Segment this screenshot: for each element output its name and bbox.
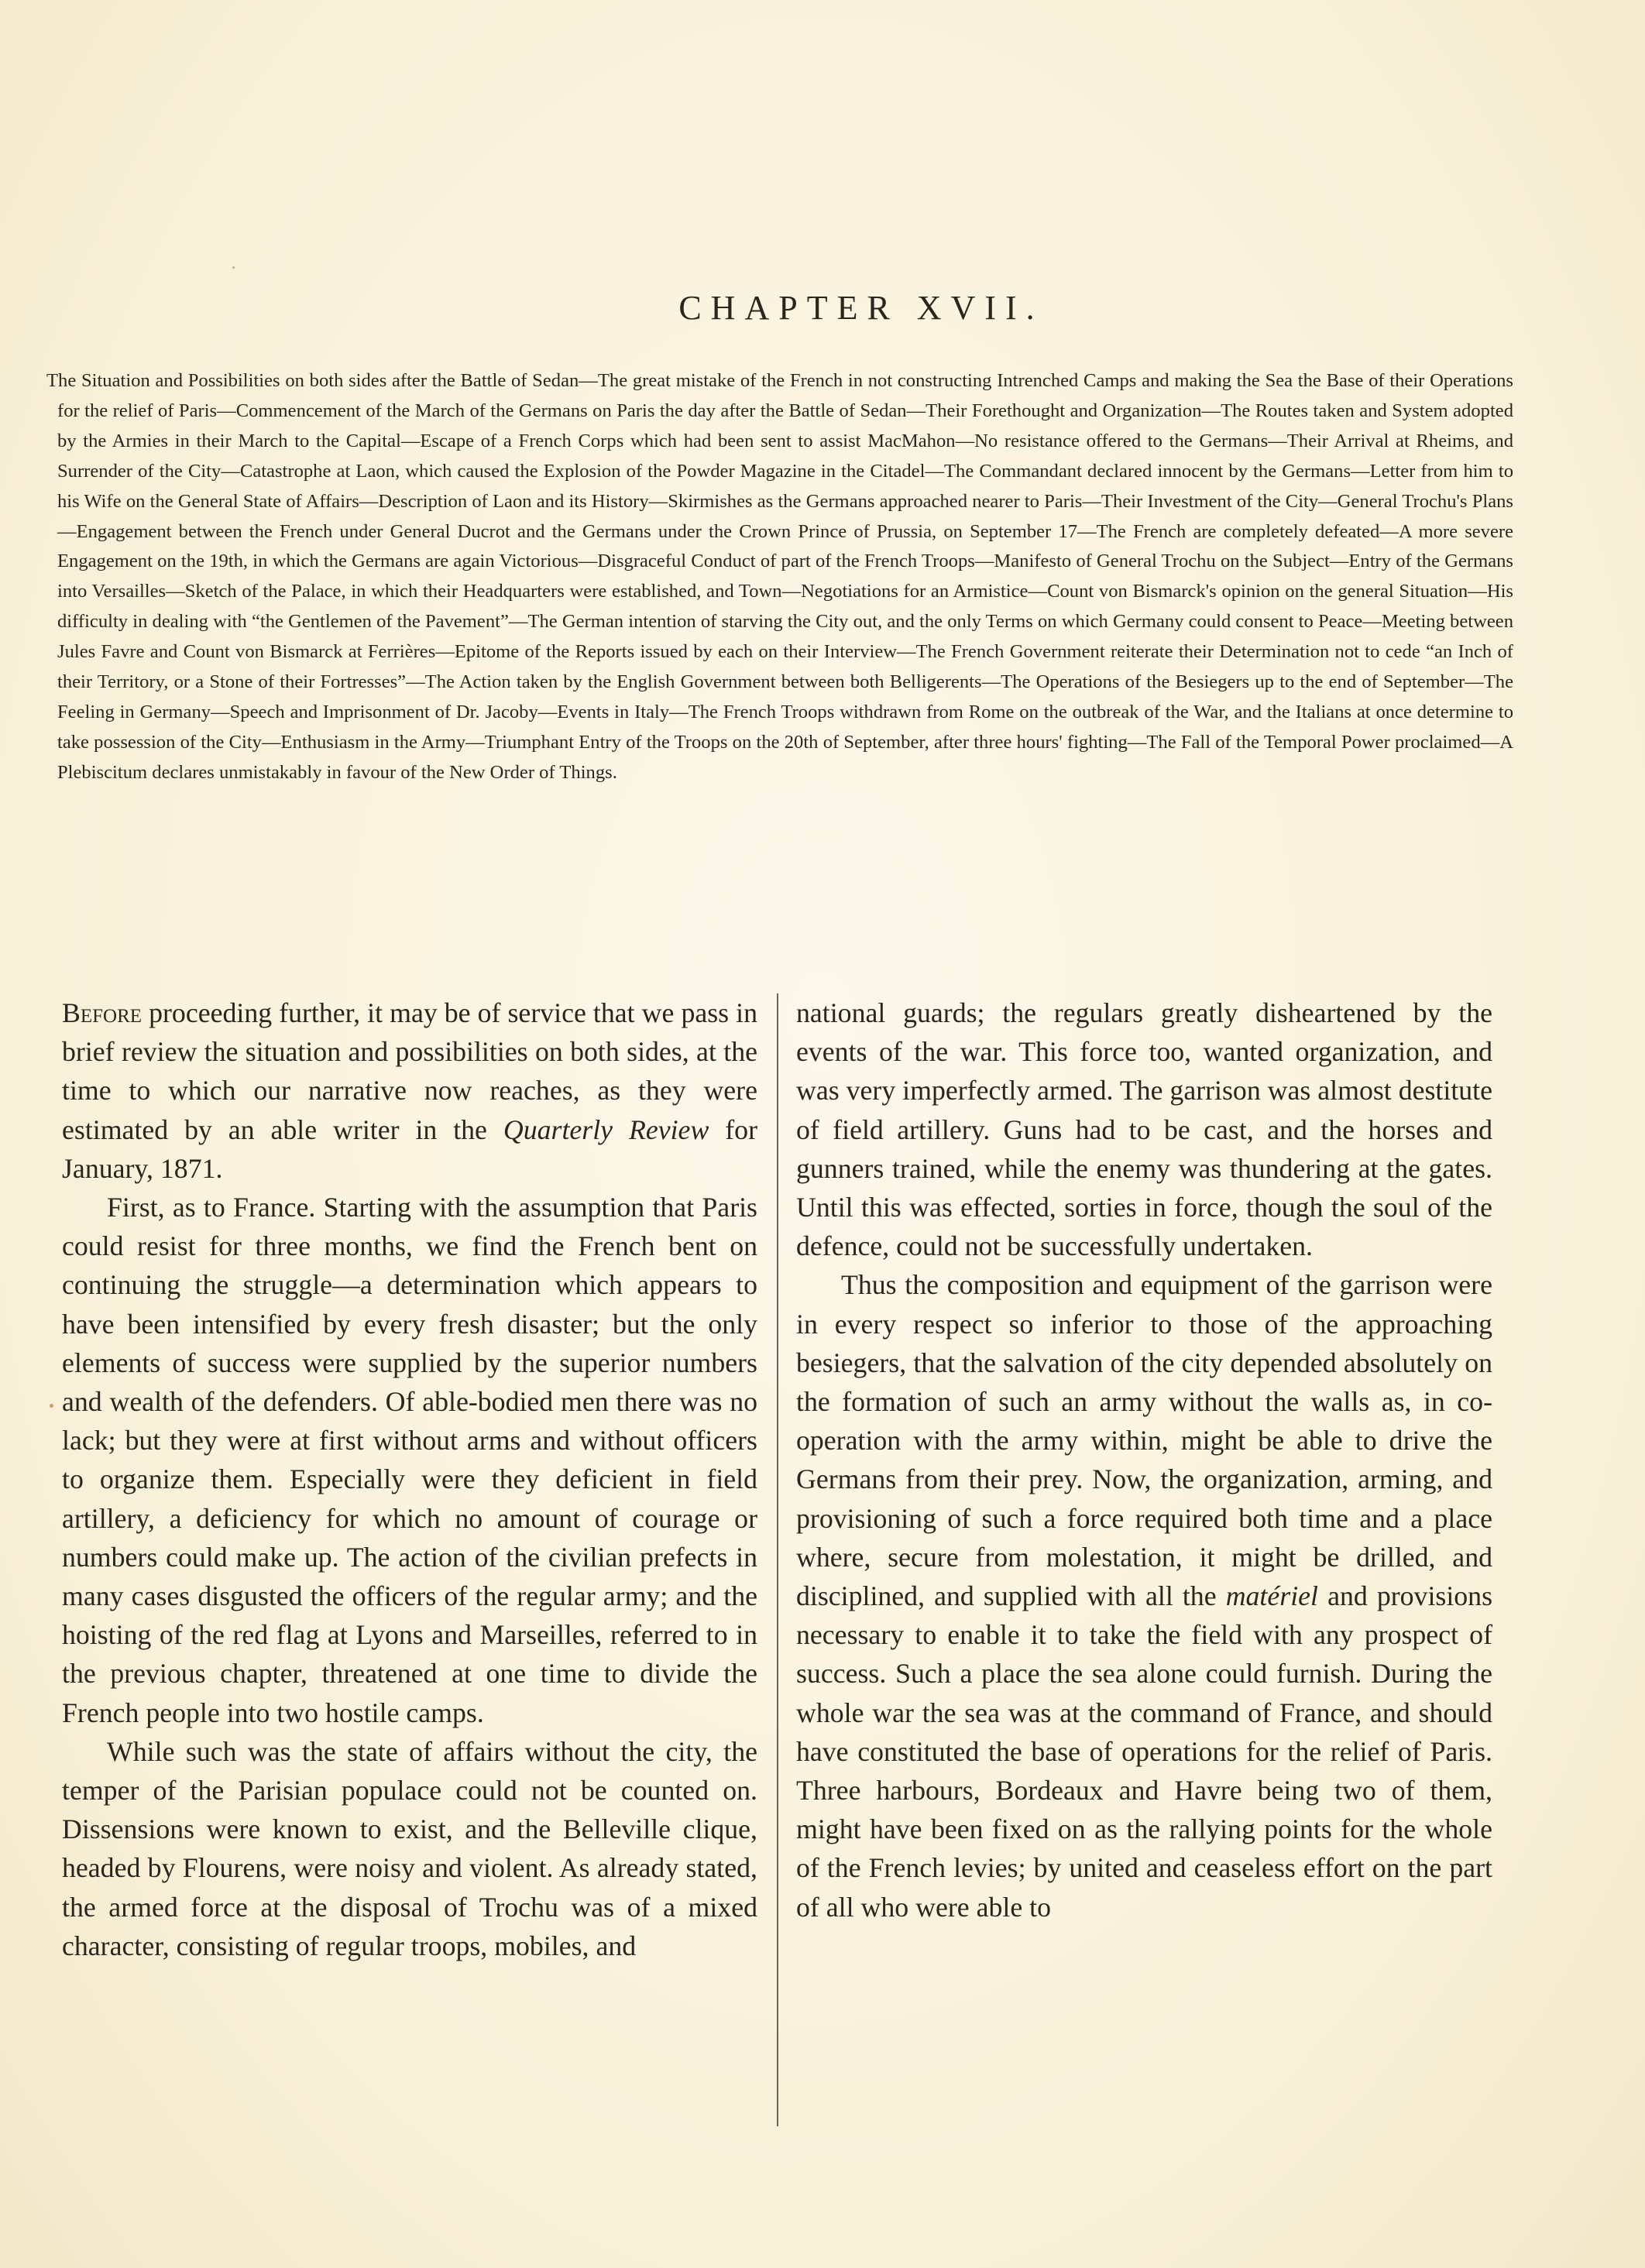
margin-mark: [50, 1404, 53, 1408]
speck: [232, 266, 235, 269]
chapter-synopsis: The Situation and Possibilities on both sides after the Battle of Sedan—The great mistake of the French in not constructing Intrenched Camps and making the Sea the Base of their Operations for the relief of Paris—Commencement of the March of the Germans on Paris the day after the Battle of Sedan—Their Forethought and Organization—The Routes taken and System adopted by the Armies in their March to the Capital—Escape of a French Corps which had been sent to assist MacMahon—No resistance offered to the Germans—Their Arrival at Rheims, and Surrender of the City—Catastrophe at Laon, which caused the Explosion of the Powder Magazine in the Citadel—The Commandant declared innocent by the Germans—Letter from him to his Wife on the General State of Affairs—Description of Laon and its History—Skirmishes as the Germans approached nearer to Paris—Their Investment of the City—General Trochu's Plans—Engagement between the French under General Ducrot and the Germans under the Crown Prince of Prussia, on September 17—The French are completely defeated—A more severe Engagement on the 19th, in which the Germans are again Victorious—Disgraceful Conduct of part of the French Troops—Manifesto of General Trochu on the Subject—Entry of the Germans into Versailles—Sketch of the Palace, in which their Headquarters were established, and Town—Negotiations for an Armistice—Count von Bismarck's opinion on the general Situation—His difficulty in dealing with “the Gentlemen of the Pavement”—The German intention of starving the City out, and the only Terms on which Germany could consent to Peace—Meeting between Jules Favre and Count von Bismarck at Ferrières—Epitome of the Reports issued by each on their Interview—The French Government reiterate their Determination not to cede “an Inch of their Territory, or a Stone of their Fortresses”—The Action taken by the English Government between both Belligerents—The Operations of the Besiegers up to the end of September—The Feeling in Germany—Speech and Imprisonment of Dr. Jacoby—Events in Italy—The French Troops withdrawn from Rome on the outbreak of the War, and the Italians at once determine to take possession of the City—Enthusiasm in the Army—Triumphant Entry of the Troops on the 20th of September, after three hours' fighting—The Fall of the Temporal Power proclaimed—A Plebiscitum declares unmistakably in favour of the New Order of Things.: [46, 370, 1513, 783]
italic-title: Quarterly Review: [503, 1113, 709, 1145]
right-column: [796, 993, 1492, 1927]
paragraph: [796, 1265, 1492, 1926]
paragraph: First, as to France. Starting with the assumption that Paris could resist for three months, we find the French bent on continuing the struggle—a determination which appears to have been intensified by every fresh disaster; but the only elements of success were supplied by the superior numbers and wealth of the defenders. Of able-bodied men there was no lack; but they were at first without arms and without officers to organize them. Especially were they deficient in field artillery, a deficiency for which no amount of courage or numbers could make up. The action of the civilian prefects in many cases disgusted the officers of the regular army; and the hoisting of the red flag at Lyons and Marseilles, referred to in the previous chapter, threatened at one time to divide the French people into two hostile camps.: [62, 1192, 757, 1728]
left-column: [62, 993, 757, 1965]
text-run: for January, 1871.: [62, 1113, 757, 1184]
paragraph: national guards; the regulars greatly disheartened by the events of the war. This force too, wanted organization, and was very imperfectly armed. The garrison was almost destitute of field artillery. Guns had to be cast, and the horses and gunners trained, while the enemy was thundering at the gates. Until this was effected, sorties in force, though the soul of the defence, could not be successfully undertaken.: [796, 997, 1492, 1262]
drop-lead: Before: [62, 997, 143, 1028]
paragraph: [62, 993, 757, 1188]
text-run: and provisions necessary to enable it to take the field with any prospect of success. Such a place the sea alone could furnish. During the whole war the sea was at the command of France, and should have constituted the base of operations for the relief of Paris. Three harbours, Bordeaux and Havre being two of them, might have been fixed on as the rallying points for the whole of the French levies; by united and ceaseless effort on the part of all who were able to: [796, 1580, 1493, 1923]
column-divider: [777, 993, 778, 2126]
italic-word: matériel: [1225, 1580, 1318, 1612]
paragraph: While such was the state of affairs without the city, the temper of the Parisian populace could not be counted on. Dissensions were known to exist, and the Belleville clique, headed by Flourens, were noisy and violent. As already stated, the armed force at the disposal of Trochu was of a mixed character, consisting of regular troops, mobiles, and: [62, 1735, 757, 1961]
text-run: proceeding further, it may be of service that we pass in brief review the situation and possibilities on both sides, at the time to which our narrative now reaches, as they were estimated by an able writer in the: [62, 997, 757, 1145]
chapter-title: CHAPTER XVII.: [678, 289, 1044, 327]
text-run: Thus the composition and equipment of the garrison were in every respect so inferior to those of the approaching besiegers, that the salvation of the city depended absolutely on the formation of such an army without the walls as, in co-operation with the army within, might be able to drive the Germans from their prey. Now, the organization, arming, and provisioning of such a force required both time and a place where, secure from molestation, it might be drilled, and disciplined, and supplied with all the: [796, 1269, 1492, 1612]
